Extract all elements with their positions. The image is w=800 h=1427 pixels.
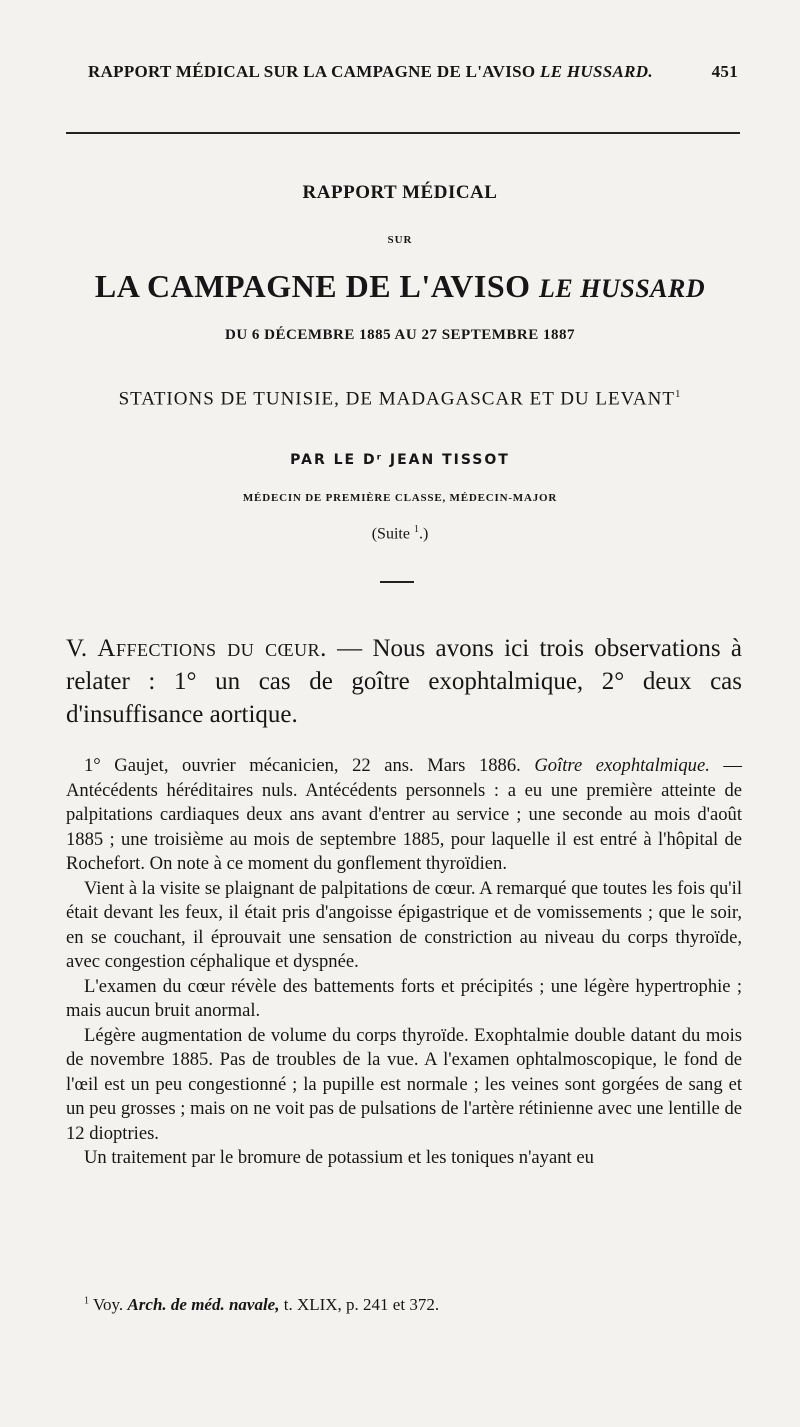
suite-close: .) (418, 525, 429, 543)
footnote-mark: 1 (84, 1295, 89, 1307)
main-title (60, 268, 740, 305)
suite-footnote-mark: 1 (413, 524, 419, 535)
section-number: V. (66, 635, 88, 662)
main-title-text: LA CAMPAGNE DE L'AVISO (94, 268, 531, 304)
author-role: MÉDECIN DE PREMIÈRE CLASSE, MÉDECIN-MAJOR (242, 492, 558, 504)
running-title-italic: LE HUSSARD. (540, 62, 653, 81)
footnote (84, 1295, 439, 1315)
section-title: Affections du cœur. (97, 635, 327, 662)
date-range: DU 6 DÉCEMBRE 1885 AU 27 SEPTEMBRE 1887 (225, 327, 575, 343)
title-line-1: RAPPORT MÉDICAL (302, 182, 498, 203)
page-number: 451 (711, 62, 738, 81)
section-intro: — Nous avons ici trois observations à relater : 1° un cas de goître exophtalmique, 2° deux cas d'insuffisance aortique. (66, 635, 742, 728)
stations-line (60, 388, 740, 410)
paragraph: Un traitement par le bromure de potassium et les toniques n'ayant eu (84, 1147, 594, 1168)
footnote-lead: Voy. (89, 1295, 128, 1314)
stations-text: STATIONS DE TUNISIE, DE MADAGASCAR ET DU LEVANT (118, 388, 675, 410)
main-title-italic: LE HUSSARD (539, 274, 706, 303)
body-text (66, 754, 742, 1171)
paragraph-lead: 1° Gaujet, ouvrier mécanicien, 22 ans. Mars 1886. (84, 755, 535, 776)
paragraph-italic: Goître exophtalmique. (534, 755, 710, 776)
paragraph-rest: — Antécédents héréditaires nuls. Antécédents personnels : a eu une première atteinte de palpitations cardiaques deux ans avant d'entrer au service ; une seconde au mois d'août 1885 ; une troisième au mois de septembre 1885, pour laquelle il est entré à l'hôpital de Rochefort. On note à ce moment du gonflement thyroïdien. (66, 755, 742, 874)
paragraph: Vient à la visite se plaignant de palpitations de cœur. A remarqué que toutes les fois qu'il était devant les feux, il était pris d'angoisse épigastrique et de vomissements ; que le soir, en se couchant, il éprouvait une sensation de constriction au niveau du corps thyroïde, avec congestion céphalique et dyspnée. (66, 877, 742, 972)
section-heading (66, 632, 742, 731)
paragraph: L'examen du cœur révèle des battements forts et précipités ; une légère hypertrophie ; mais aucun bruit anormal. (66, 975, 742, 1021)
footnote-rest: t. XLIX, p. 241 et 372. (279, 1295, 440, 1314)
suite-text: (Suite (371, 525, 410, 543)
running-title: RAPPORT MÉDICAL SUR LA CAMPAGNE DE L'AVISO (88, 62, 536, 81)
paragraph: Légère augmentation de volume du corps thyroïde. Exophtalmie double datant du mois de novembre 1885. Pas de troubles de la vue. A l'examen ophtalmoscopique, le fond de l'œil est un peu congestionné ; la pupille est normale ; les veines sont gorgées de sang et un peu grosses ; mais on ne voit pas de pulsations de l'artère rétinienne avec une lentille de 12 dioptries. (66, 1024, 742, 1144)
running-head (88, 62, 738, 82)
suite-line (60, 524, 740, 543)
author-line: PAR LE Dʳ JEAN TISSOT (290, 452, 510, 468)
footnote-italic: Arch. de méd. navale, (127, 1295, 280, 1314)
header-rule (66, 132, 740, 134)
title-line-2: SUR (387, 234, 413, 246)
paragraph (66, 754, 742, 877)
separator-dash (380, 581, 414, 583)
stations-footnote-mark: 1 (674, 388, 682, 400)
